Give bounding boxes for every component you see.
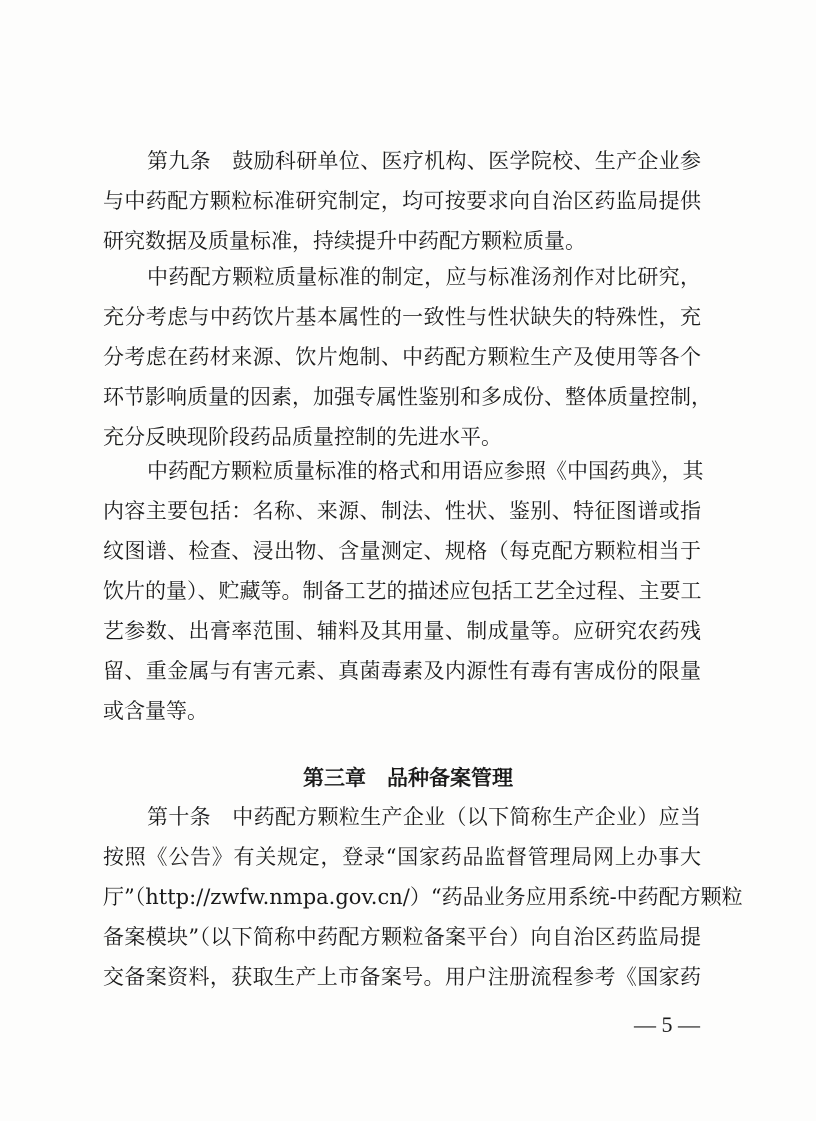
text-line: 或含量等。 [103,699,208,723]
text-line: 充分反映现阶段药品质量控制的先进水平。 [103,425,502,449]
text-line: 备案模块”（以下简称中药配方颗粒备案平台）向自治区药监局提 [103,925,701,949]
quality-standard-paragraph [103,257,712,457]
text-line: 第九条 鼓励科研单位、医疗机构、医学院校、生产企业参 [147,149,701,173]
text-line: 充分考虑与中药饮片基本属性的一致性与性状缺失的特殊性，充 [103,305,701,329]
article-10-paragraph [103,797,743,997]
text-line: 分考虑在药材来源、饮片炮制、中药配方颗粒生产及使用等各个 [103,345,701,369]
text-line: 环节影响质量的因素，加强专属性鉴别和多成份、整体质量控制， [103,385,712,409]
text-line: 纹图谱、检查、浸出物、含量测定、规格（每克配方颗粒相当于 [103,539,701,563]
text-line: 研究数据及质量标准，持续提升中药配方颗粒质量。 [103,229,586,253]
format-content-paragraph [103,451,704,731]
text-line: 中药配方颗粒质量标准的制定，应与标准汤剂作对比研究， [147,265,701,289]
chapter-heading: 第三章 品种备案管理 [303,766,513,790]
text-line: 艺参数、出膏率范围、辅料及其用量、制成量等。应研究农药残 [103,619,701,643]
article-9-paragraph [103,141,701,261]
page-number: — 5 — [634,1012,700,1037]
text-line: 交备案资料，获取生产上市备案号。用户注册流程参考《国家药 [103,965,701,989]
text-line: 中药配方颗粒质量标准的格式和用语应参照《中国药典》，其 [147,459,704,483]
text-line: 内容主要包括：名称、来源、制法、性状、鉴别、特征图谱或指 [103,499,701,523]
text-line: 按照《公告》有关规定，登录“国家药品监督管理局网上办事大 [103,845,701,869]
text-line: 与中药配方颗粒标准研究制定，均可按要求向自治区药监局提供 [103,189,701,213]
text-line: 第十条 中药配方颗粒生产企业（以下简称生产企业）应当 [147,805,701,829]
text-line: 厅”（http://zwfw.nmpa.gov.cn/）“药品业务应用系统-中药配方颗粒 [103,885,743,909]
text-line: 留、重金属与有害元素、真菌毒素及内源性有毒有害成份的限量 [103,659,701,683]
text-line: 饮片的量）、贮藏等。制备工艺的描述应包括工艺全过程、主要工 [103,579,702,603]
